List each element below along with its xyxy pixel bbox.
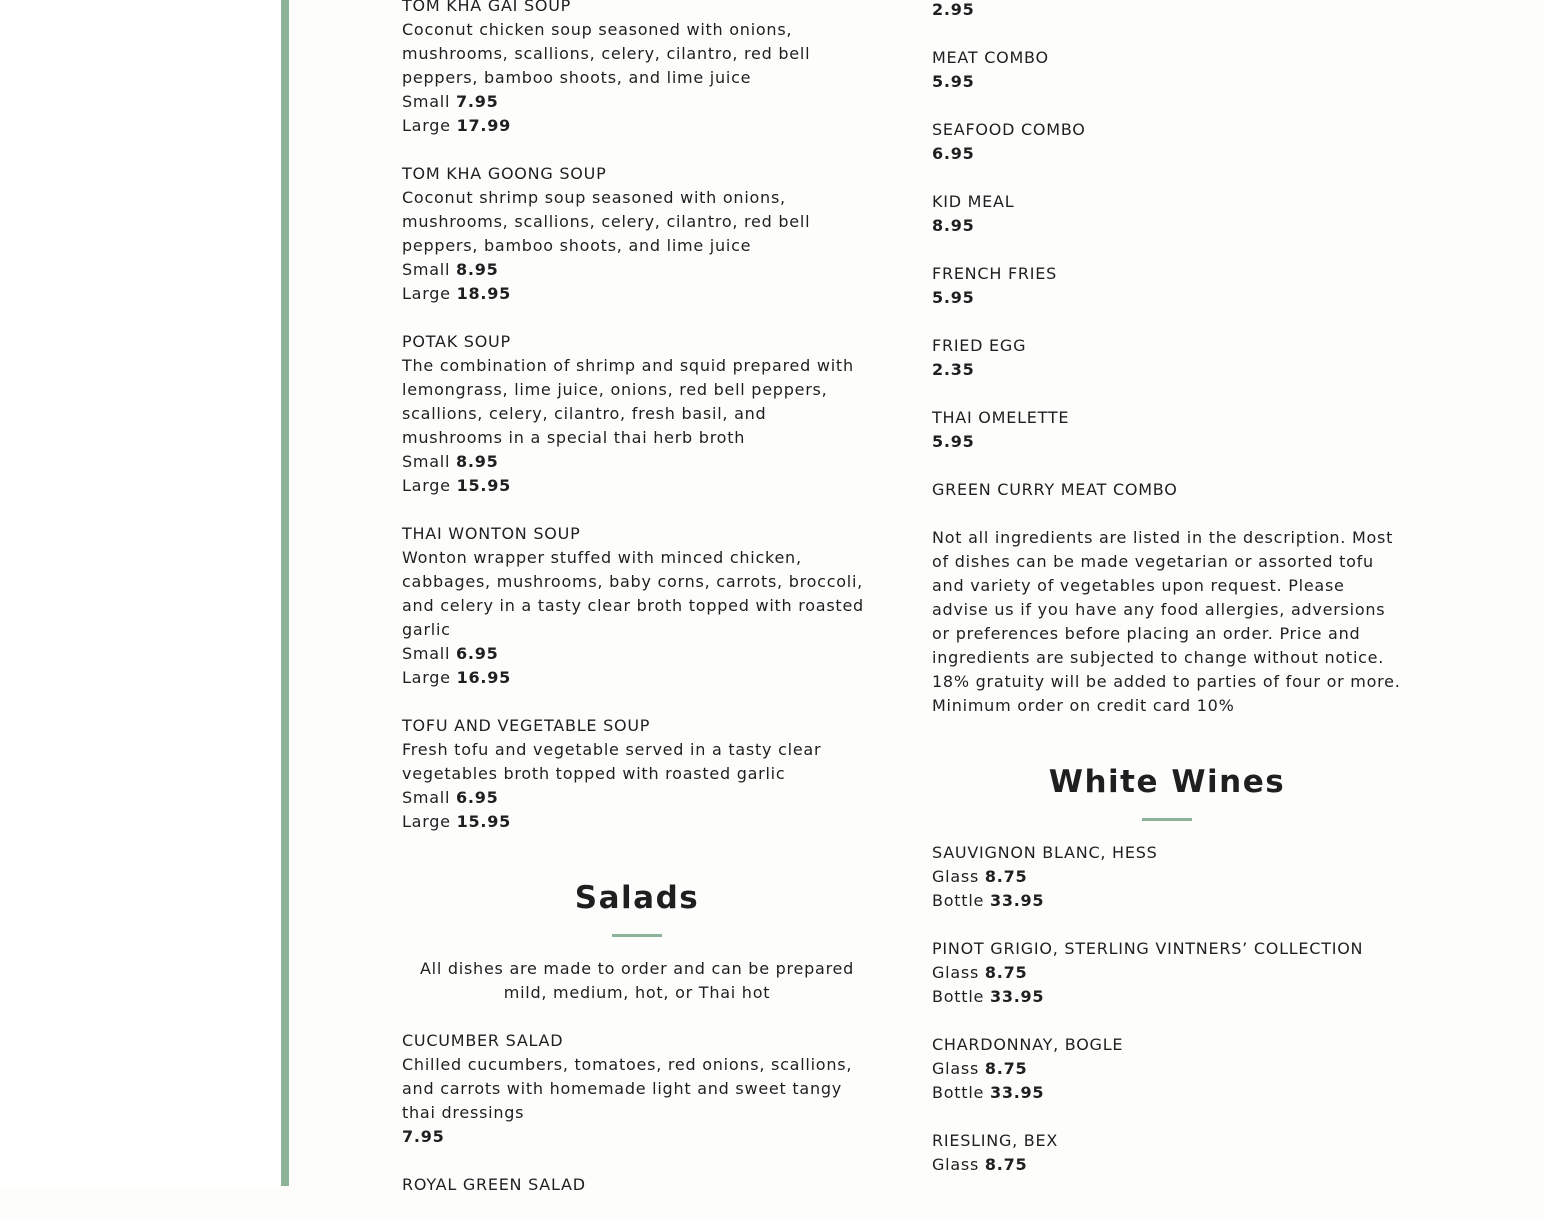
size-label: Small [402, 452, 451, 471]
price-glass [932, 961, 1402, 985]
item-name: CHARDONNAY, BOGLE [932, 1035, 1124, 1054]
price-value: 8.75 [984, 1059, 1028, 1078]
size-label: Small [402, 92, 451, 111]
menu-item-thai-omelette [932, 406, 1402, 454]
item-name: RIESLING, BEX [932, 1131, 1059, 1150]
wine-item-pinot-grigio [932, 937, 1402, 1009]
price-value: 16.95 [456, 668, 511, 687]
wine-item-sauvignon-blanc [932, 841, 1402, 913]
price-value: 5.95 [932, 432, 975, 451]
item-description: Fresh tofu and vegetable served in a tasty clear vegetables broth topped with roasted garlic [402, 740, 822, 783]
item-description: Coconut chicken soup seasoned with onions, mushrooms, scallions, celery, cilantro, red bell peppers, bamboo shoots, and lime juice [402, 20, 811, 87]
menu-item-tofu-vegetable [402, 714, 872, 834]
item-name: MEAT COMBO [932, 48, 1049, 67]
price-small [402, 786, 872, 810]
menu-notice: Not all ingredients are listed in the description. Most of dishes can be made vegetarian or assorted tofu and variety of vegetables upon request. Please advise us if you have any food allergies, adversions or preferences before placing an order. Price and ingredients are subjected to change without notice. 18% gratuity will be added to parties of four or more. Minimum order on credit card 10% [932, 528, 1401, 715]
size-label: Large [402, 116, 451, 135]
item-name: CUCUMBER SALAD [402, 1031, 564, 1050]
item-name: SEAFOOD COMBO [932, 120, 1086, 139]
price-large [402, 810, 872, 834]
price-bottle [932, 1081, 1402, 1105]
price-value: 6.95 [456, 644, 499, 663]
item-description: Coconut shrimp soup seasoned with onions, mushrooms, scallions, celery, cilantro, red bell peppers, bamboo shoots, and lime juice [402, 188, 811, 255]
size-label: Large [402, 476, 451, 495]
item-description: Wonton wrapper stuffed with minced chicken, cabbages, mushrooms, baby corns, carrots, broccoli, and celery in a tasty clear broth topped with roasted garlic [402, 548, 864, 639]
price-value: 2.35 [932, 360, 975, 379]
price-bottle [932, 889, 1402, 913]
menu-item-seafood-combo [932, 118, 1402, 166]
price-value: 8.75 [984, 963, 1028, 982]
price-value: 7.95 [456, 92, 499, 111]
price-value: 7.95 [402, 1127, 445, 1146]
section-title-white-wines: White Wines [1048, 764, 1286, 800]
left-margin [0, 0, 281, 1186]
menu-item-cucumber-salad [402, 1029, 872, 1149]
item-name: THAI OMELETTE [932, 408, 1070, 427]
price-large [402, 666, 872, 690]
price-large [402, 474, 872, 498]
price-value: 15.95 [456, 476, 511, 495]
price-value: 18.95 [456, 284, 511, 303]
item-name: TOM KHA GAI SOUP [402, 0, 572, 15]
menu-item-fried-egg [932, 334, 1402, 382]
price-small [402, 450, 872, 474]
item-name: GREEN CURRY MEAT COMBO [932, 480, 1178, 499]
item-name: TOM KHA GOONG SOUP [402, 164, 607, 183]
price-value: 33.95 [989, 1083, 1045, 1102]
item-name: TOFU AND VEGETABLE SOUP [402, 716, 651, 735]
size-label: Bottle [932, 987, 985, 1006]
size-label: Glass [932, 1155, 980, 1174]
price-value: 8.75 [984, 1155, 1028, 1174]
accent-bar [281, 0, 289, 1186]
item-description: The combination of shrimp and squid prepared with lemongrass, lime juice, onions, red bell peppers, scallions, celery, cilantro, fresh basil, and mushrooms in a special thai herb broth [402, 356, 854, 447]
price-value: 8.95 [456, 260, 499, 279]
menu-item-meat-combo [932, 46, 1402, 94]
size-label: Glass [932, 1059, 980, 1078]
menu-item-thai-wonton [402, 522, 872, 690]
menu-item-royal-green-salad [402, 1173, 872, 1197]
menu-item-green-curry-meat-combo [932, 478, 1402, 502]
price-large [402, 282, 872, 306]
wine-item-chardonnay [932, 1033, 1402, 1105]
item-name: ROYAL GREEN SALAD [402, 1175, 586, 1194]
item-name: SAUVIGNON BLANC, HESS [932, 843, 1158, 862]
right-column [932, 0, 1402, 1201]
left-column [402, 0, 872, 1221]
size-label: Glass [932, 867, 980, 886]
price-value: 6.95 [932, 144, 975, 163]
menu-item-potak [402, 330, 872, 498]
menu-item-french-fries [932, 262, 1402, 310]
item-name: PINOT GRIGIO, STERLING VINTNERS’ COLLECTION [932, 939, 1364, 958]
price-glass [932, 865, 1402, 889]
price-small [402, 90, 872, 114]
section-title-salads: Salads [574, 880, 700, 916]
price-small [402, 642, 872, 666]
item-name: POTAK SOUP [402, 332, 511, 351]
price-value: 33.95 [989, 987, 1045, 1006]
size-label: Large [402, 812, 451, 831]
size-label: Large [402, 668, 451, 687]
item-name: THAI WONTON SOUP [402, 524, 581, 543]
size-label: Small [402, 644, 451, 663]
size-label: Bottle [932, 891, 985, 910]
price-value: 33.95 [989, 891, 1045, 910]
size-label: Small [402, 260, 451, 279]
size-label: Glass [932, 963, 980, 982]
price-value: 5.95 [932, 72, 975, 91]
item-description: Chilled cucumbers, tomatoes, red onions, scallions, and carrots with homemade light and sweet tangy thai dressings [402, 1055, 853, 1122]
price-value: 15.95 [456, 812, 511, 831]
price-value: 5.95 [932, 288, 975, 307]
price-value: 2.95 [932, 0, 975, 19]
price-bottle [932, 985, 1402, 1009]
price-glass [932, 1057, 1402, 1081]
price-large [402, 114, 872, 138]
item-name: KID MEAL [932, 192, 1015, 211]
menu-item-tom-kha-goong [402, 162, 872, 306]
size-label: Bottle [932, 1083, 985, 1102]
section-intro: All dishes are made to order and can be prepared mild, medium, hot, or Thai hot [419, 959, 855, 1002]
menu-item-tom-kha-gai [402, 0, 872, 138]
item-name: FRIED EGG [932, 336, 1027, 355]
section-divider [1142, 818, 1192, 821]
price-value: 6.95 [456, 788, 499, 807]
size-label: Large [402, 284, 451, 303]
price-glass [932, 1153, 1402, 1177]
menu-item-kid-meal [932, 190, 1402, 238]
price-value: 8.95 [456, 452, 499, 471]
item-name: FRENCH FRIES [932, 264, 1057, 283]
section-divider [612, 934, 662, 937]
size-label: Small [402, 788, 451, 807]
price-small [402, 258, 872, 282]
wine-item-riesling [932, 1129, 1402, 1177]
price-value: 17.99 [456, 116, 511, 135]
price-value: 8.95 [932, 216, 975, 235]
price-value: 8.75 [984, 867, 1028, 886]
